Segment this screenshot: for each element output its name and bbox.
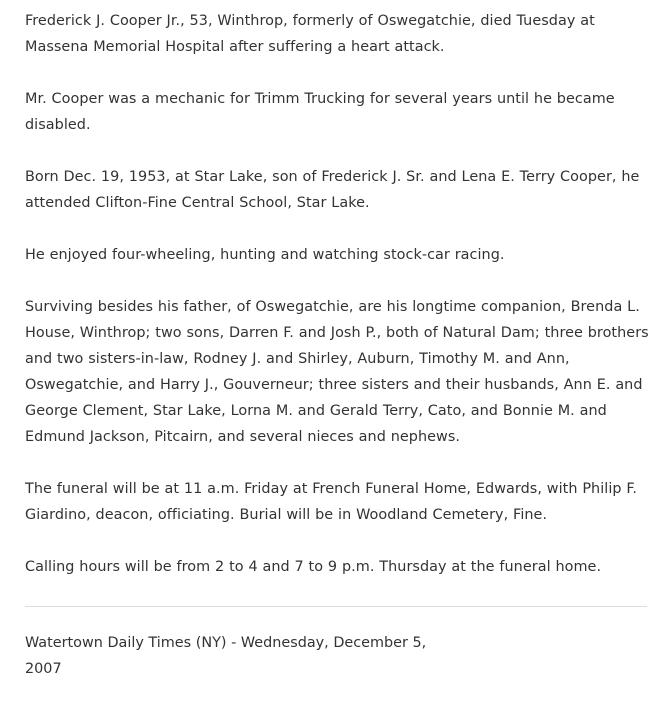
source-citation: Watertown Daily Times (NY) - Wednesday, December 5, 2007 [25, 635, 427, 677]
paragraph-survivors: Surviving besides his father, of Oswegatchie, are his longtime companion, Brenda L. House, Winthrop; two sons, Darren F. and Josh P., both of Natural Dam; three brothers and two sisters-in-law, Rodney J. and Shirley, Auburn, Timothy M. and Ann, Oswegatchie, and Harry J., Gouverneur; three sisters and their husbands, Ann E. and George Clement, Star Lake, Lorna M. and Gerald Terry, Cato, and Bonnie M. and Edmund Jackson, Pitcairn, and several nieces and nephews. [25, 299, 649, 445]
paragraph-funeral: The funeral will be at 11 a.m. Friday at French Funeral Home, Edwards, with Philip F. Giardino, deacon, officiating. Burial will be in Woodland Cemetery, Fine. [25, 481, 638, 523]
paragraph-calling-hours: Calling hours will be from 2 to 4 and 7 to 9 p.m. Thursday at the funeral home. [25, 559, 602, 575]
obituary-article [25, 8, 658, 580]
paragraph-hobbies: He enjoyed four-wheeling, hunting and watching stock-car racing. [25, 247, 505, 263]
divider [25, 606, 647, 607]
paragraph-death-notice: Frederick J. Cooper Jr., 53, Winthrop, formerly of Oswegatchie, died Tuesday at Massena Memorial Hospital after suffering a heart attack. [25, 13, 595, 55]
paragraph-birth: Born Dec. 19, 1953, at Star Lake, son of Frederick J. Sr. and Lena E. Terry Cooper, he attended Clifton-Fine Central School, Star Lake. [25, 169, 640, 211]
paragraph-occupation: Mr. Cooper was a mechanic for Trimm Trucking for several years until he became disabled. [25, 91, 615, 133]
